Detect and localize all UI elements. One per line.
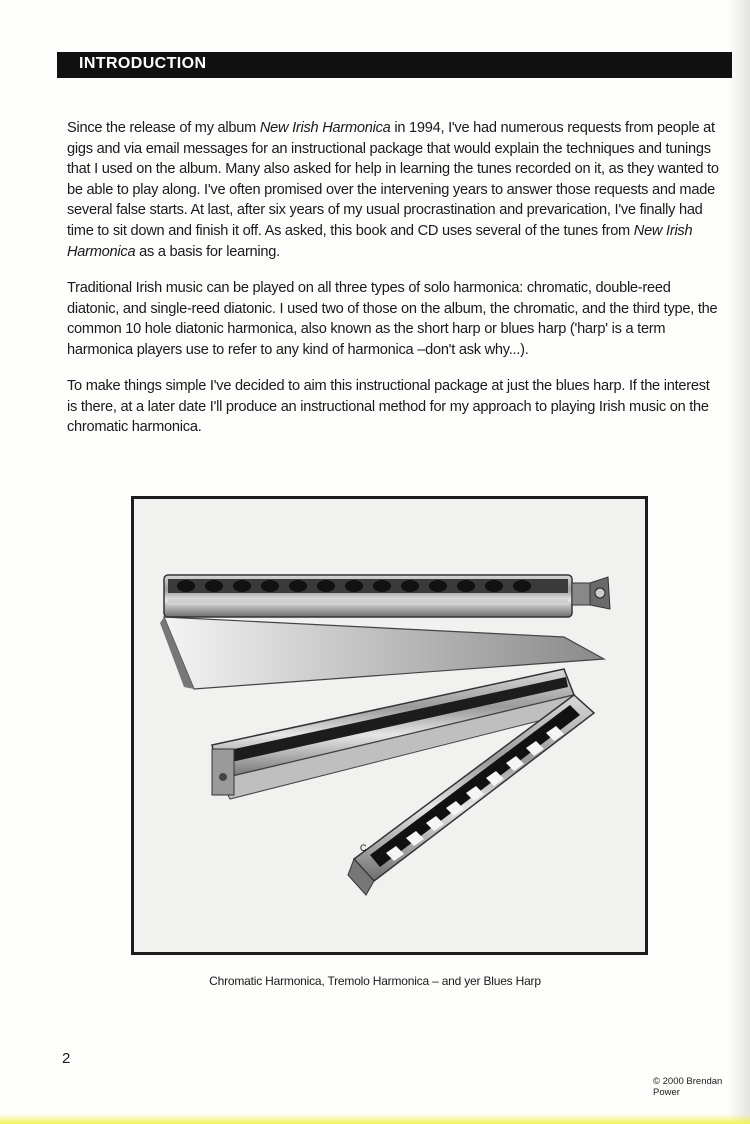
- text-run: as a basis for learning.: [135, 243, 280, 260]
- page-bottom-edge: [0, 1114, 750, 1124]
- page-number: 2: [62, 1050, 71, 1067]
- intro-paragraph-2: [67, 278, 722, 360]
- section-header-bar: [57, 52, 732, 78]
- intro-paragraph-1: [67, 118, 722, 262]
- paragraph-text: [67, 118, 722, 262]
- blues-harp-key-letter: C: [360, 843, 367, 853]
- paragraph-text: Traditional Irish music can be played on all three types of solo harmonica: chromatic, double-reed diatonic, and single-reed diatonic. I used two of those on the album, the chromatic, and the third type, the common 10 hole diatonic harmonica, also known as the short harp or blues harp ('harp' is a term harmonica players use to refer to any kind of harmonica –don't ask why...).: [67, 280, 718, 358]
- page-spine-shadow: [728, 0, 750, 1124]
- figure-caption: Chromatic Harmonica, Tremolo Harmonica – and yer Blues Harp: [209, 974, 541, 988]
- text-run: Since the release of my album: [67, 120, 260, 136]
- text-run: in 1994, I've had numerous requests from people at gigs and via email messages for an instructional package that would explain the techniques and tunings that I used on the album. Many also asked for help in learning the tunes recorded on it, as they wanted to be able to play along. I've often promised over the intervening years to answer those requests and made several false starts. At last, after six years of my usual procrastination and prevarication, I've finally had time to sit down and finish it off. As asked, this book and CD uses several of the tunes from: [67, 120, 719, 239]
- harmonica-photo: [131, 496, 648, 955]
- paragraph-text: To make things simple I've decided to aim this instructional package at just the blues harp. If the interest is there, at a later date I'll produce an instructional method for my approach to playing Irish music on the chromatic harmonica.: [67, 378, 710, 436]
- harmonica-illustration: [134, 499, 645, 952]
- intro-paragraph-3: [67, 376, 722, 438]
- album-title: New Irish Harmonica: [67, 222, 693, 260]
- album-title: New Irish Harmonica: [259, 120, 391, 136]
- copyright-notice: © 2000 Brendan Power: [653, 1076, 723, 1098]
- section-title: INTRODUCTION: [79, 55, 207, 72]
